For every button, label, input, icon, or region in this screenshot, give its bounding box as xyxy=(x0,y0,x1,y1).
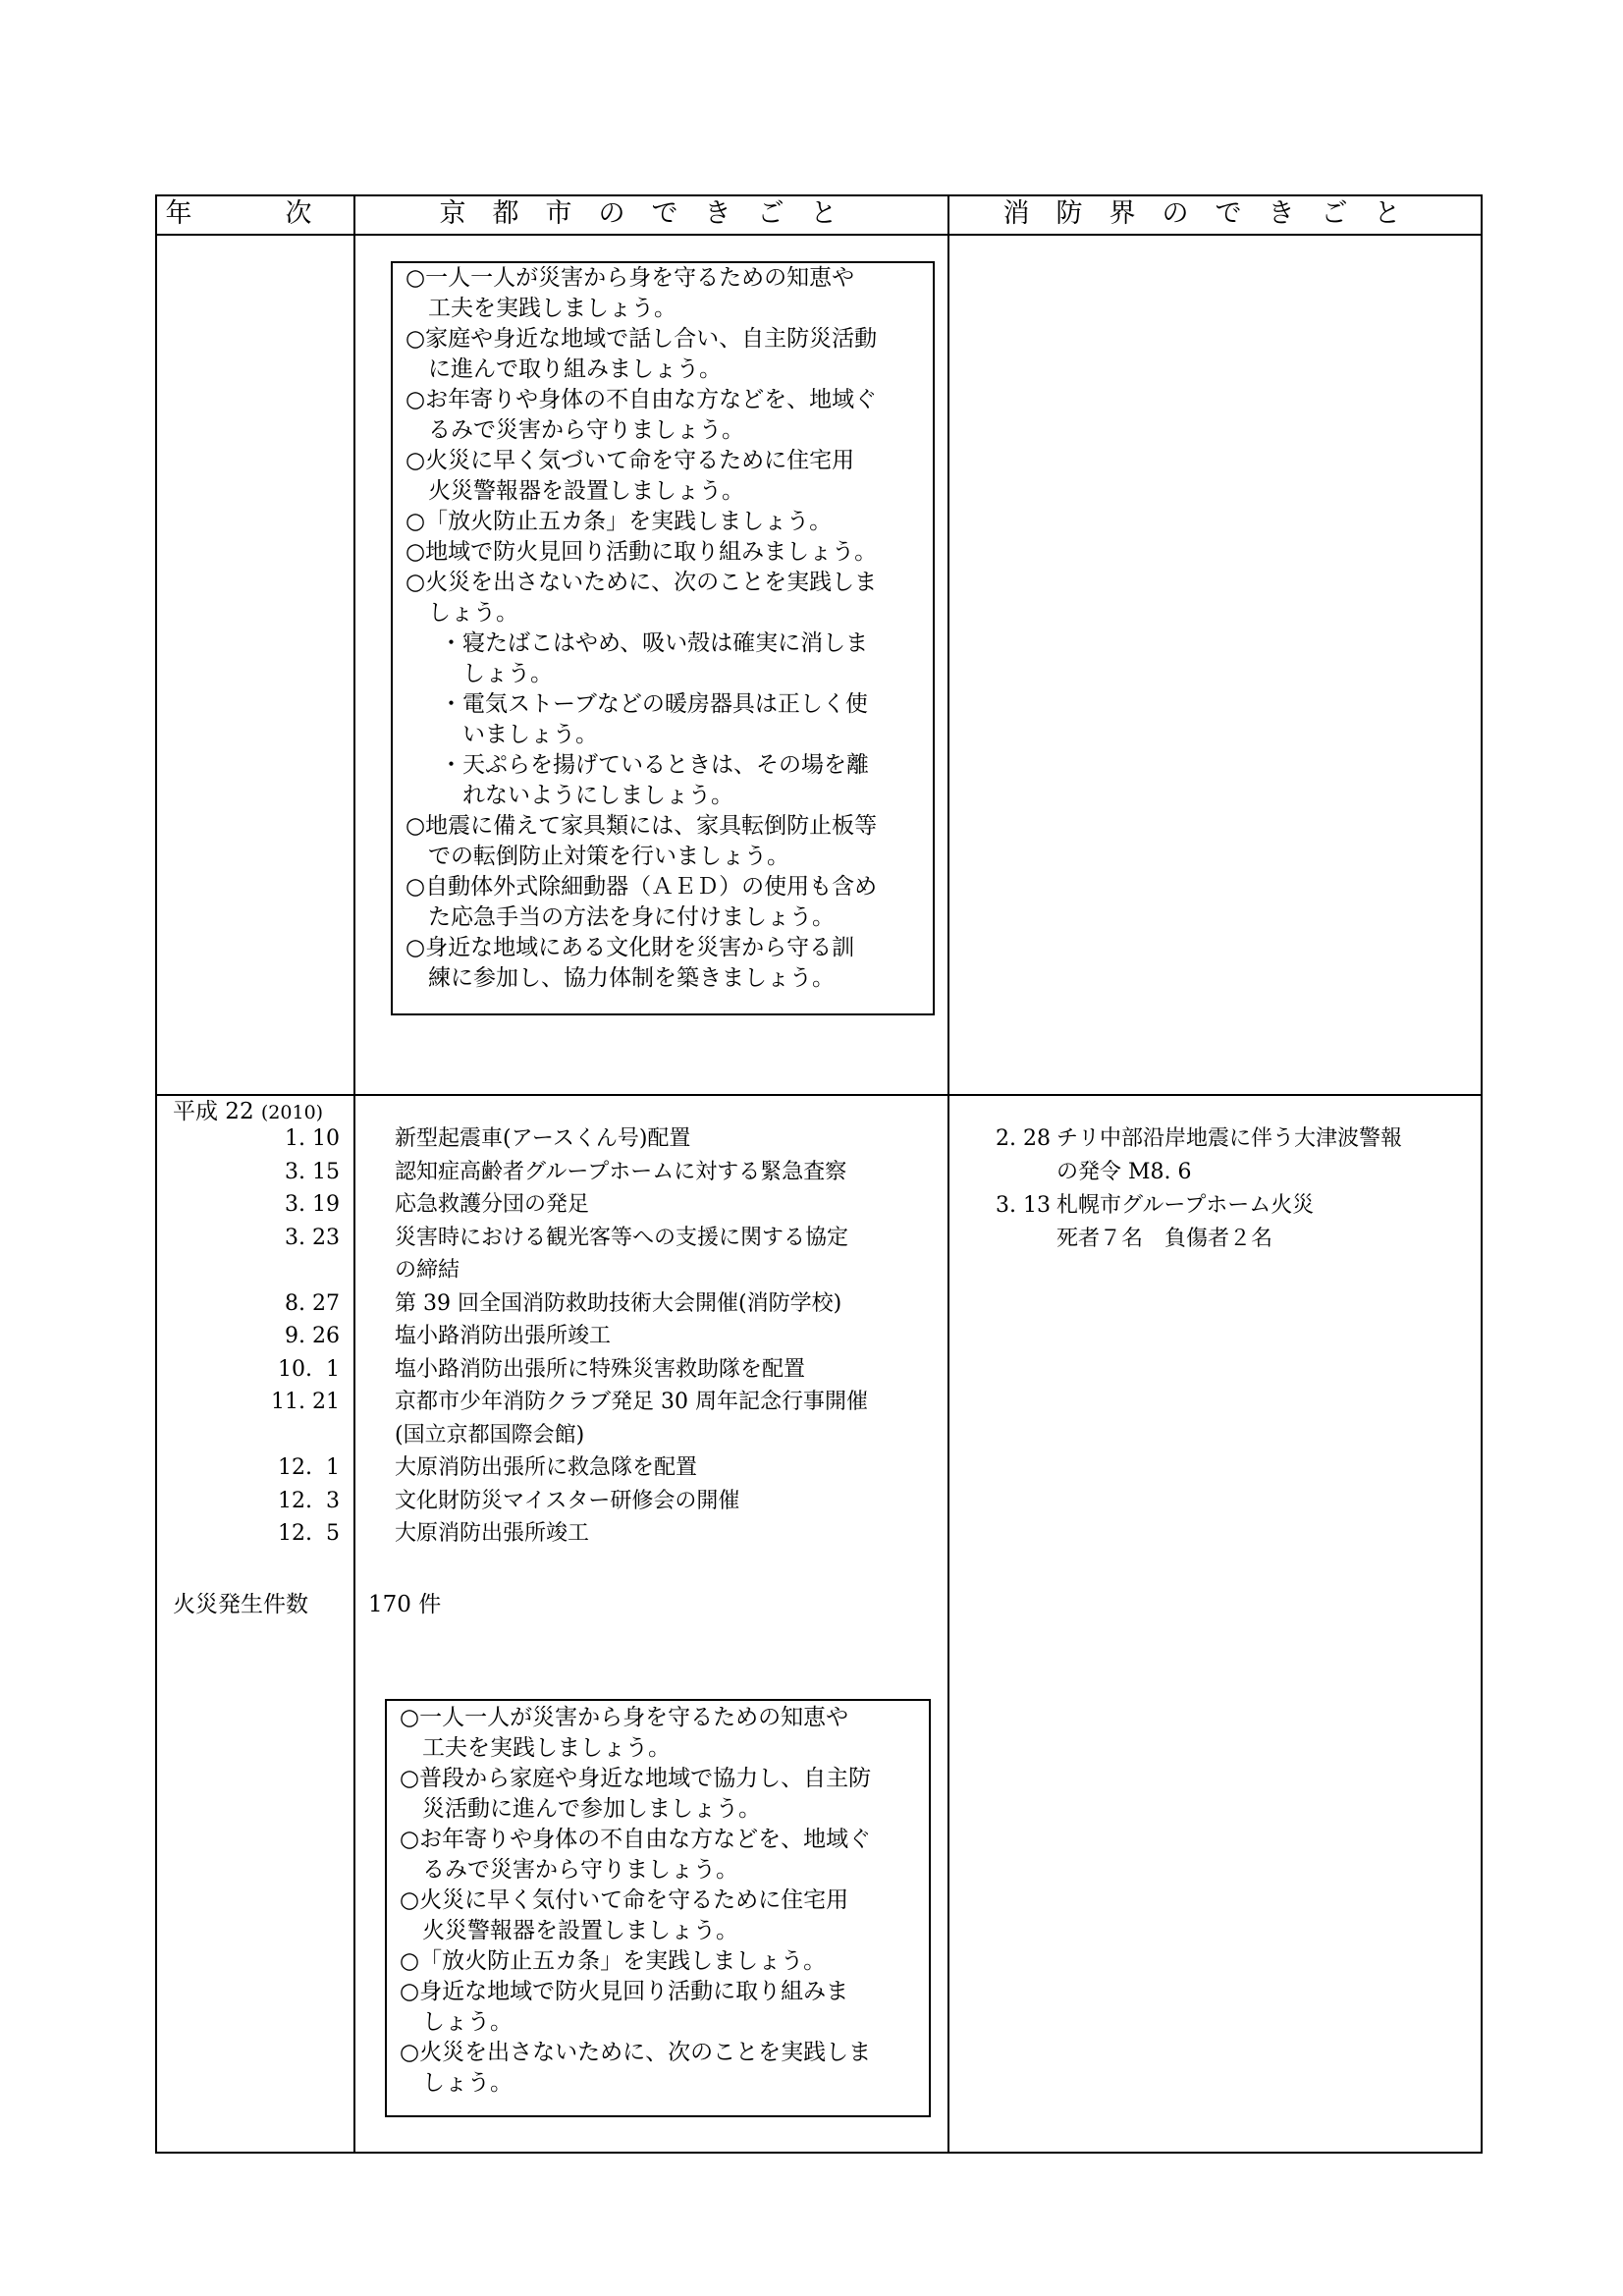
column-divider-2 xyxy=(947,194,949,2154)
motto-line: 練に参加し、協力体制を築きましょう。 xyxy=(428,965,835,991)
motto-line: ○「放火防止五カ条」を実践しましょう。 xyxy=(400,1948,827,1974)
event-text: 京都市少年消防クラブ発足 30 周年記念行事開催 xyxy=(395,1390,868,1414)
header-year: 年 次 xyxy=(165,198,346,229)
fire-count-label: 火災発生件数 xyxy=(173,1592,308,1617)
event-text: 大原消防出張所に救急隊を配置 xyxy=(395,1455,698,1480)
event-text: 新型起震車(アースくん号)配置 xyxy=(395,1126,691,1151)
motto-line: に進んで取り組みましょう。 xyxy=(428,356,722,382)
motto-line: ・電気ストーブなどの暖房器具は正しく使 xyxy=(440,691,868,717)
event-text: 災害時における観光客等への支援に関する協定 xyxy=(395,1225,849,1250)
event-text: 札幌市グループホーム火災 xyxy=(1056,1193,1315,1218)
event-date: 2. 28 xyxy=(996,1126,1051,1151)
motto-line: ○一人一人が災害から身を守るための知恵や xyxy=(400,1705,849,1730)
event-date: 3. 23 xyxy=(285,1225,340,1250)
motto-line: ○身近な地域にある文化財を災害から守る訓 xyxy=(406,935,855,960)
motto-line: ○普段から家庭や身近な地域で協力し、自主防 xyxy=(400,1766,872,1791)
event-text: の締結 xyxy=(395,1258,460,1283)
event-date: 11. 21 xyxy=(271,1390,340,1414)
fire-count-value: 170 件 xyxy=(368,1592,442,1617)
motto-line: ○火災に早く気づいて命を守るために住宅用 xyxy=(406,448,855,473)
motto-line: ・寝たばこはやめ、吸い殻は確実に消しま xyxy=(440,630,869,656)
year-label-ad: (2010) xyxy=(260,1102,324,1123)
event-date: 12. 1 xyxy=(278,1455,340,1480)
event-date: 3. 13 xyxy=(996,1193,1051,1218)
motto-line: ○地域で防火見回り活動に取り組みましょう。 xyxy=(406,539,878,565)
motto-line: ○身近な地域で防火見回り活動に取り組みま xyxy=(400,1979,849,2004)
header-city-events: 京都市のできごと xyxy=(439,198,864,229)
event-date: 3. 15 xyxy=(285,1159,340,1184)
motto-line: ○一人一人が災害から身を守るための知恵や xyxy=(406,265,855,291)
event-date: 12. 3 xyxy=(278,1488,340,1513)
table-right-border xyxy=(1481,194,1483,2154)
motto-line: しょう。 xyxy=(422,2009,513,2035)
motto-line: ○家庭や身近な地域で話し合い、自主防災活動 xyxy=(406,326,878,352)
event-date: 3. 19 xyxy=(285,1192,340,1217)
column-divider-1 xyxy=(353,194,355,2154)
motto-line: れないようにしましょう。 xyxy=(462,783,733,808)
motto-line: 災活動に進んで参加しましょう。 xyxy=(422,1796,761,1822)
motto-line: ○火災に早く気付いて命を守るために住宅用 xyxy=(400,1887,849,1913)
motto-line: しょう。 xyxy=(422,2070,513,2096)
event-date: 10. 1 xyxy=(278,1356,340,1382)
event-text: 認知症高齢者グループホームに対する緊急査察 xyxy=(395,1159,847,1184)
event-text: 塩小路消防出張所竣工 xyxy=(395,1324,612,1348)
motto-line: た応急手当の方法を身に付けましょう。 xyxy=(428,904,835,930)
motto-line: 工夫を実践しましょう。 xyxy=(428,296,676,321)
motto-line: しょう。 xyxy=(462,661,553,686)
event-date: 9. 26 xyxy=(285,1324,340,1348)
motto-line: での転倒防止対策を行いましょう。 xyxy=(428,844,789,869)
motto-line: 火災警報器を設置しましょう。 xyxy=(428,478,744,504)
header-fire-events: 消防界のできごと xyxy=(1002,198,1428,229)
event-text: 応急救護分団の発足 xyxy=(395,1192,590,1217)
event-text: の発令 M8. 6 xyxy=(1056,1160,1192,1184)
motto-line: ○火災を出さないために、次のことを実践しま xyxy=(406,570,878,595)
event-date: 8. 27 xyxy=(285,1290,340,1316)
motto-line: ○自動体外式除細動器（ＡＥＤ）の使用も含め xyxy=(406,874,878,900)
event-date: 1. 10 xyxy=(285,1126,340,1151)
motto-line: ○お年寄りや身体の不自由な方などを、地域ぐ xyxy=(400,1827,872,1852)
year-label-era: 平成 22 xyxy=(173,1099,254,1124)
motto-list-previous-year xyxy=(406,263,877,994)
motto-line: るみで災害から守りましょう。 xyxy=(422,1857,738,1883)
motto-line: ○地震に備えて家具類には、家具転倒防止板等 xyxy=(406,813,878,839)
event-text: チリ中部沿岸地震に伴う大津波警報 xyxy=(1056,1126,1403,1151)
motto-line: 火災警報器を設置しましょう。 xyxy=(422,1918,738,1943)
motto-line: ○「放火防止五カ条」を実践しましょう。 xyxy=(406,509,833,534)
motto-line: 工夫を実践しましょう。 xyxy=(422,1735,671,1761)
event-text: 文化財防災マイスター研修会の開催 xyxy=(395,1488,740,1513)
motto-line: るみで災害から守りましょう。 xyxy=(428,417,744,443)
motto-list-2010 xyxy=(400,1703,871,2099)
motto-line: ○お年寄りや身体の不自由な方などを、地域ぐ xyxy=(406,387,878,412)
event-text: (国立京都国際会館) xyxy=(395,1422,585,1448)
motto-line: しょう。 xyxy=(428,600,518,626)
motto-line: ○火災を出さないために、次のことを実践しま xyxy=(400,2040,872,2065)
motto-line: いましょう。 xyxy=(462,722,598,747)
event-text: 大原消防出張所竣工 xyxy=(395,1521,590,1546)
motto-line: ・天ぷらを揚げているときは、その場を離 xyxy=(440,752,869,778)
table-left-border xyxy=(155,194,157,2154)
event-text: 第 39 回全国消防救助技術大会開催(消防学校) xyxy=(395,1290,842,1316)
event-date: 12. 5 xyxy=(278,1521,340,1546)
event-text: 死者７名 負傷者２名 xyxy=(1056,1227,1273,1251)
event-text: 塩小路消防出張所に特殊災害救助隊を配置 xyxy=(395,1356,806,1382)
chronology-table xyxy=(155,194,1483,2154)
